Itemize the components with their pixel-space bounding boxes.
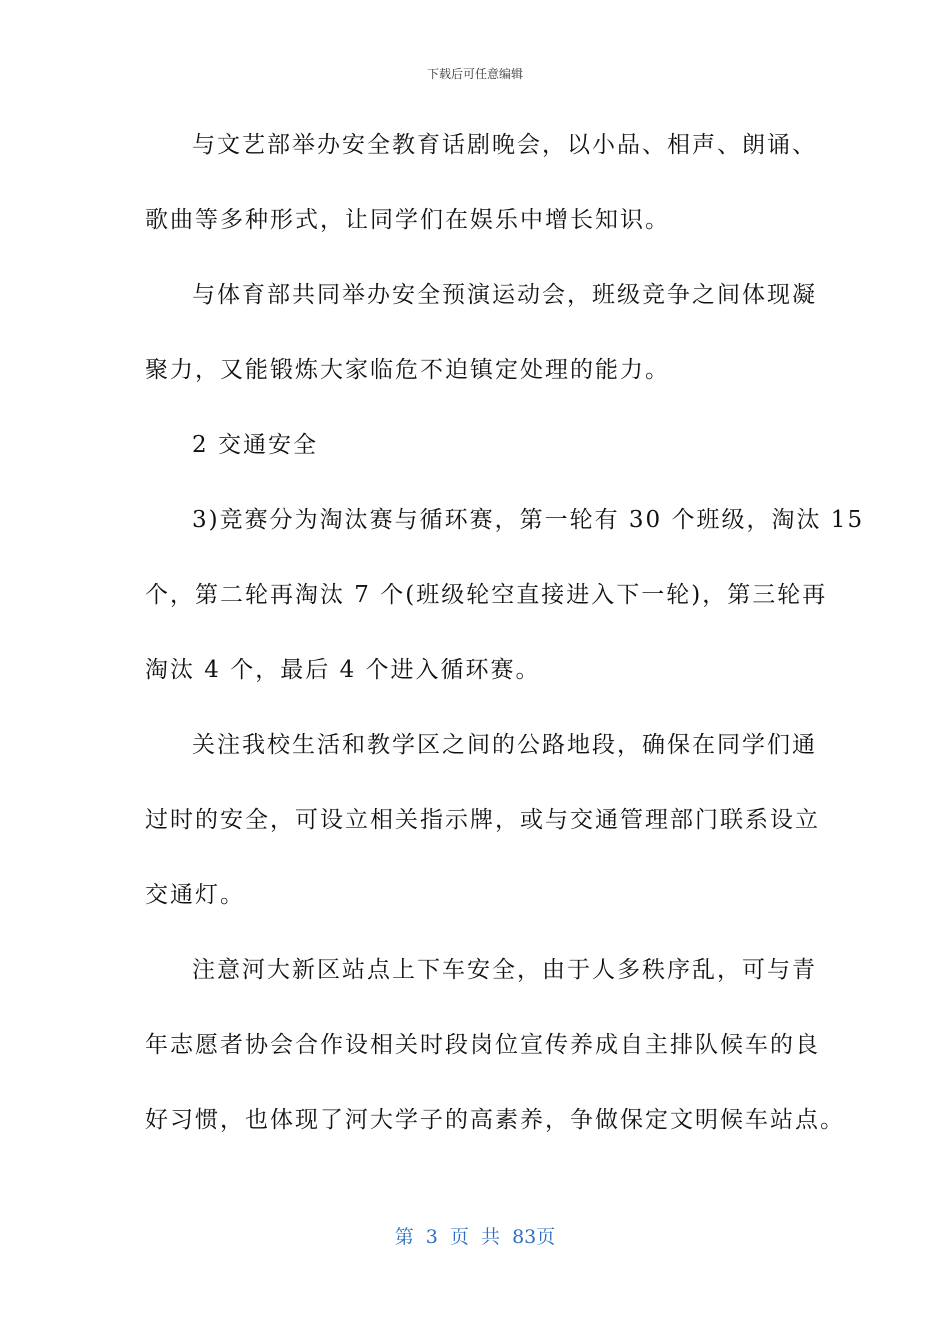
paragraph-line: 过时的安全，可设立相关指示牌，或与交通管理部门联系设立 (145, 807, 820, 833)
paragraph-line: 好习惯，也体现了河大学子的高素养，争做保定文明候车站点。 (145, 1107, 845, 1133)
paragraph-line: 交通灯。 (145, 882, 245, 908)
paragraph-line: 年志愿者协会合作设相关时段岗位宣传养成自主排队候车的良 (145, 1032, 820, 1058)
section-heading: 2 交通安全 (192, 432, 318, 458)
total-page-count: 83 (512, 1226, 537, 1248)
paragraph-line: 个，第二轮再淘汰 7 个(班级轮空直接进入下一轮)，第三轮再 (145, 582, 828, 608)
footer-page-word: 页 (449, 1226, 469, 1248)
paragraph-line: 注意河大新区站点上下车安全，由于人多秩序乱，可与青 (192, 957, 817, 983)
paragraph-line: 与体育部共同举办安全预演运动会，班级竞争之间体现凝 (192, 282, 817, 308)
page-number-footer (0, 1224, 950, 1250)
paragraph-line: 歌曲等多种形式，让同学们在娱乐中增长知识。 (145, 207, 670, 233)
footer-total-label: 共 (481, 1226, 501, 1248)
footer-prefix: 第 (394, 1226, 414, 1248)
page-header-note: 下载后可任意编辑 (426, 67, 523, 81)
paragraph-line: 聚力，又能锻炼大家临危不迫镇定处理的能力。 (145, 357, 670, 383)
paragraph-line: 关注我校生活和教学区之间的公路地段，确保在同学们通 (192, 732, 817, 758)
paragraph-line: 3)竞赛分为淘汰赛与循环赛，第一轮有 30 个班级，淘汰 15 (192, 507, 865, 533)
footer-suffix: 页 (536, 1226, 556, 1248)
current-page-number: 3 (425, 1226, 438, 1248)
paragraph-line: 淘汰 4 个，最后 4 个进入循环赛。 (145, 657, 541, 683)
paragraph-line: 与文艺部举办安全教育话剧晚会，以小品、相声、朗诵、 (192, 132, 817, 158)
document-body (145, 108, 865, 1158)
